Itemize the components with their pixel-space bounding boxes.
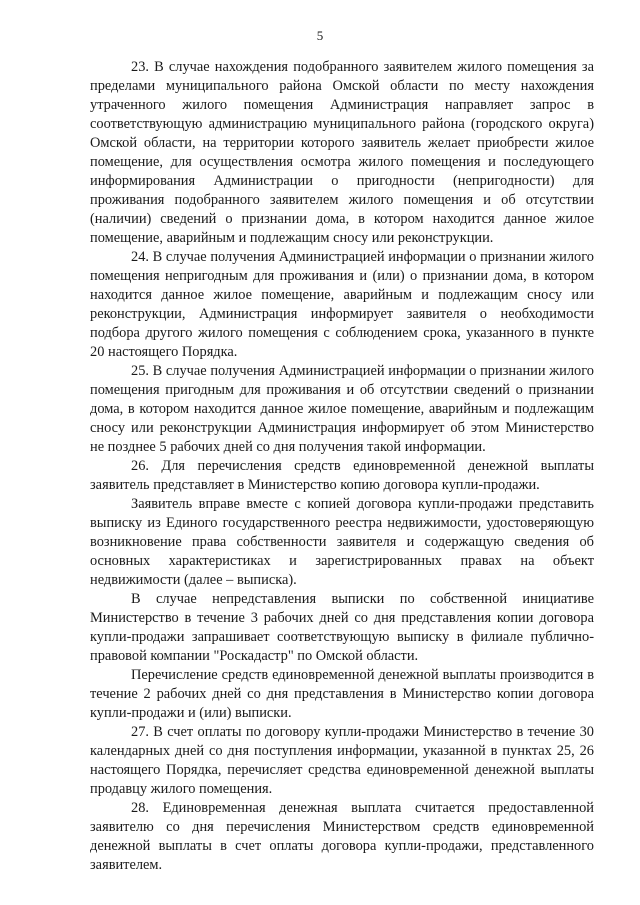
paragraph-28: 28. Единовременная денежная выплата считается предоставленной заявителю со дня перечисления Министерством средств единовременной денежной выплаты в счет оплаты договора купли-продажи, представленного заявителем. [90,800,594,873]
paragraph-26-payment-term: Перечисление средств единовременной денежной выплаты производится в течение 2 рабочих дней со дня представления в Министерство копии договора купли-продажи и (или) выписки. [90,667,594,721]
paragraph-26: 26. Для перечисления средств единовременной денежной выплаты заявитель представляет в Министерство копию договора купли-продажи. [90,458,594,493]
paragraph-25: 25. В случае получения Администрацией информации о признании жилого помещения пригодным для проживания и об отсутствии сведений о признании дома, в котором находится данное жилое помещение, аварийным и подлежащим сносу или реконструкции Администрация информирует об этом Министерство не позднее 5 рабочих дней со дня получения такой информации. [90,363,594,455]
paragraph-24: 24. В случае получения Администрацией информации о признании жилого помещения непригодным для проживания и (или) о признании дома, в котором находится данное жилое помещение, аварийным и подлежащим сносу или реконструкции, Администрация информирует заявителя о необходимости подбора другого жилого помещения с соблюдением срока, указанного в пункте 20 настоящего Порядка. [90,249,594,360]
paragraph-27: 27. В счет оплаты по договору купли-продажи Министерство в течение 30 календарных дней со дня поступления информации, указанной в пунктах 25, 26 настоящего Порядка, перечисляет средства единовременной денежной выплаты продавцу жилого помещения. [90,724,594,797]
paragraph-26-extract-option: Заявитель вправе вместе с копией договора купли-продажи представить выписку из Единого государственного реестра недвижимости, удостоверяющую возникновение права собственности заявителя и содержащую сведения об основных характеристиках и зарегистрированных правах на объект недвижимости (далее – выписка). [90,496,594,588]
page-number: 5 [316,28,324,43]
paragraph-26-extract-request: В случае непредставления выписки по собственной инициативе Министерство в течение 3 рабочих дней со дня представления копии договора купли-продажи запрашивает соответствующую выписку в филиале публично-правовой компании "Роскадастр" по Омской области. [90,591,594,664]
paragraph-23: 23. В случае нахождения подобранного заявителем жилого помещения за пределами муниципального района Омской области по месту нахождения утраченного жилого помещения Администрация направляет запрос в соответствующую администрацию муниципального района (городского округа) Омской области, на территории которого заявитель желает приобрести жилое помещение, для осуществления осмотра жилого помещения и последующего информирования Администрации о пригодности (непригодности) для проживания подобранного заявителем жилого помещения и об отсутствии (наличии) сведений о признании дома, в котором находится данное жилое помещение, аварийным и подлежащим сносу или реконструкции. [90,59,594,246]
document-body [90,58,594,875]
